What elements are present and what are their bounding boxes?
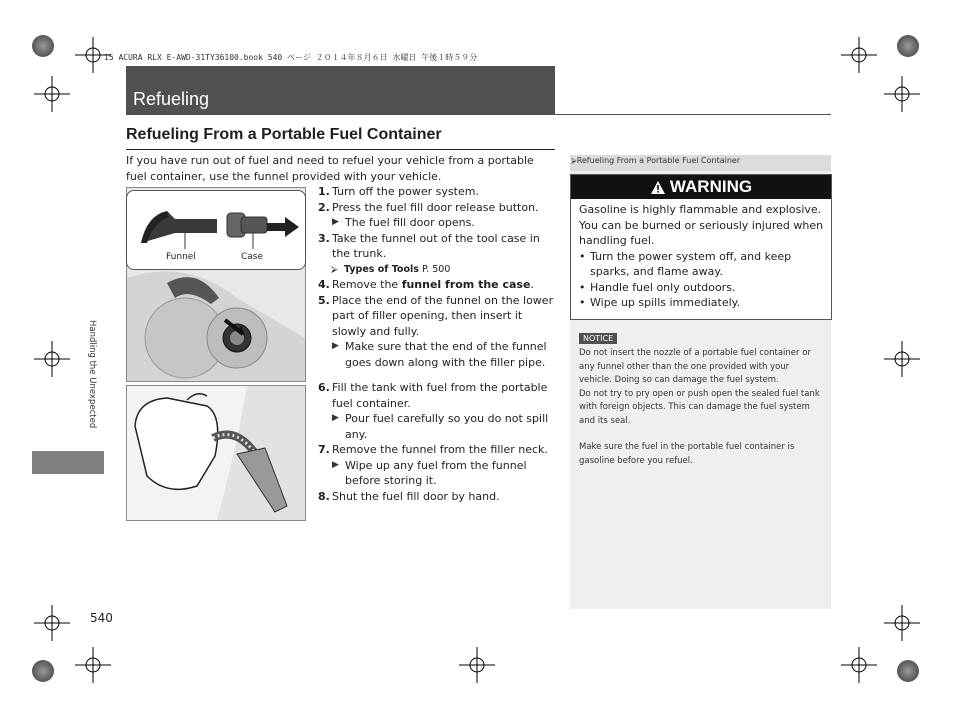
warning-bullet: • Wipe up spills immediately.	[579, 296, 741, 309]
warning-header: WARNING	[571, 175, 831, 199]
color-target-icon	[897, 35, 919, 57]
registration-mark-icon	[884, 76, 920, 112]
step-6-result: ▶ Pour fuel carefully so you do not spill any.	[332, 412, 549, 441]
color-target-icon	[897, 660, 919, 682]
chapter-label: Handling the Unexpected	[87, 320, 97, 429]
warning-text: Gasoline is highly flammable and explosive. You can be burned or seriously injured when handling fuel. • Turn the power system off, and keep sparks, and flame away. • Handle fuel only outdoors. • Wipe up spills immediately.	[579, 202, 827, 311]
step-5: 5. Place the end of the funnel on the lower part of filler opening, then insert it slowly and fully.	[318, 293, 554, 338]
step-5-result: ▶ Make sure that the end of the funnel goes down along with the filler pipe.	[332, 340, 547, 369]
step-8: 8. Shut the fuel fill door by hand.	[318, 489, 500, 503]
step-7-result: ▶ Wipe up any fuel from the funnel before storing it.	[332, 458, 527, 487]
cross-reference-link[interactable]: ⮚ Types of Tools P. 500	[318, 262, 558, 278]
step-4: 4. Remove the funnel from the case.	[318, 278, 534, 291]
registration-mark-icon	[884, 341, 920, 377]
notice-tag: NOTICE	[579, 333, 617, 344]
step-3: 3. Take the funnel out of the tool case in the trunk.	[318, 231, 540, 260]
color-target-icon	[32, 35, 54, 57]
parts-callout	[126, 190, 306, 270]
chapter-tab	[32, 451, 104, 474]
warning-bullet: • Handle fuel only outdoors.	[579, 280, 736, 294]
result-arrow-icon: ▶	[332, 217, 339, 227]
step-1: 1. Turn off the power system.	[318, 185, 479, 198]
funnel-case-illustration	[127, 191, 305, 269]
registration-mark-icon	[841, 647, 877, 683]
result-arrow-icon: ▶	[332, 341, 339, 351]
warning-triangle-icon	[650, 180, 666, 195]
header-rule	[126, 114, 831, 115]
intro-text: If you have run out of fuel and need to refuel your vehicle from a portable fuel container, use the funnel provided with your vehicle.	[126, 154, 534, 183]
step-2-result: ▶ The fuel fill door opens.	[332, 216, 475, 229]
steps-list	[318, 184, 558, 504]
registration-mark-icon	[34, 341, 70, 377]
registration-mark-icon	[34, 76, 70, 112]
registration-mark-icon	[459, 647, 495, 683]
result-arrow-icon: ▶	[332, 413, 339, 423]
registration-mark-icon	[34, 605, 70, 641]
step-2: 2. Press the fuel fill door release button.	[318, 200, 539, 214]
printer-line: 15 ACURA RLX E-AWD-31TY36100.book 540 ページ ２０１４年８月６日 水曜日 午後１時５９分	[104, 53, 478, 62]
notice-text: Do not insert the nozzle of a portable fuel container or any funnel other than the one provided with your vehicle. Doing so can damage the fuel system. Do not try to pry open or push open the sealed fuel tank with foreign objects. This can damage the fuel system and its seal. Make sure the fuel in the portable fuel container is gasoline before you refuel.	[579, 348, 820, 466]
result-arrow-icon: ▶	[332, 459, 339, 470]
registration-mark-icon	[841, 37, 877, 73]
color-target-icon	[32, 660, 54, 682]
registration-mark-icon	[75, 647, 111, 683]
label-case: Case	[241, 252, 264, 262]
reference-arrow-icon: ⮚	[331, 264, 338, 275]
page-number: 540	[90, 611, 113, 625]
label-funnel: Funnel	[166, 252, 196, 262]
warning-bullet: • Turn the power system off, and keep sparks, and flame away.	[579, 249, 792, 278]
section-rule	[126, 149, 555, 150]
reference-arrow-icon: ⮚	[571, 156, 577, 165]
pouring-illustration	[127, 386, 305, 520]
registration-mark-icon	[884, 605, 920, 641]
step-6: 6. Fill the tank with fuel from the portable fuel container.	[318, 381, 548, 410]
page-title: Refueling	[133, 89, 210, 109]
step-7: 7. Remove the funnel from the filler neck.	[318, 443, 548, 456]
pouring-figure	[126, 385, 306, 521]
notes-caption: ⮚Refueling From a Portable Fuel Container	[571, 156, 741, 165]
section-title: Refueling From a Portable Fuel Container	[126, 126, 442, 143]
